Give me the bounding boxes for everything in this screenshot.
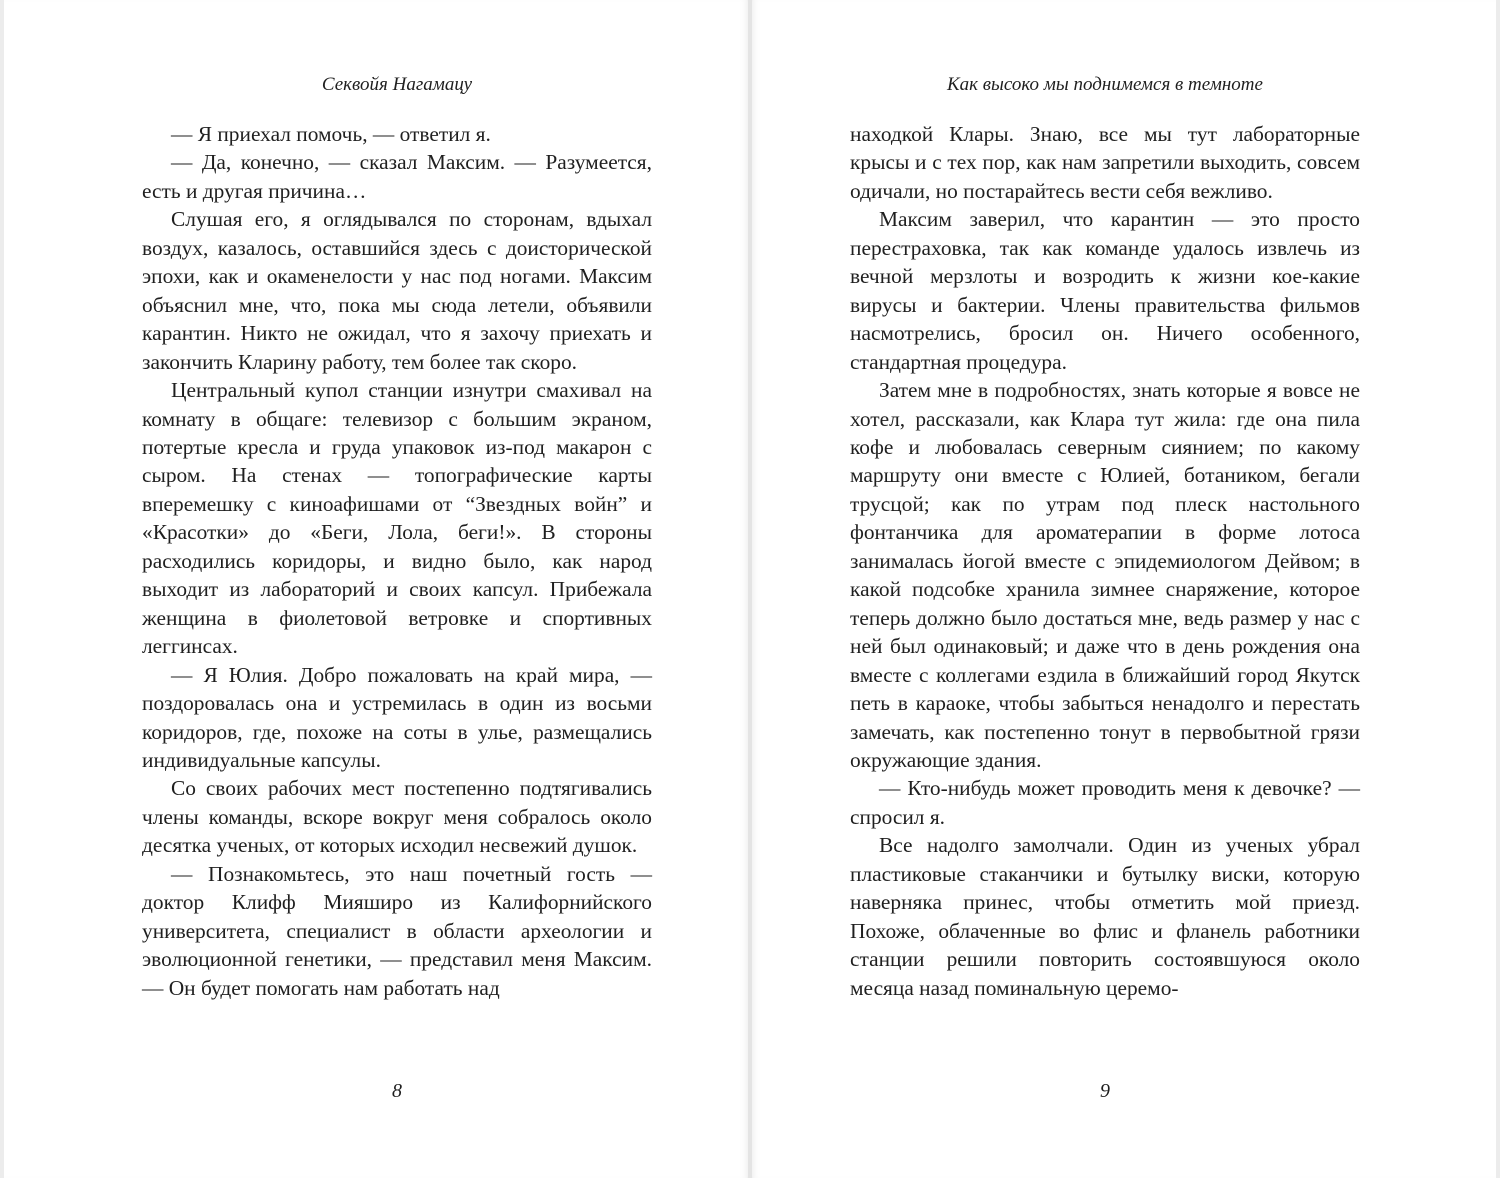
left-text-block <box>142 120 652 1002</box>
left-paragraph: — Я Юлия. Добро пожаловать на край мира, — поздоровалась она и устремилась в один из восьми коридоров, где, похоже на соты в улье, размещались индивидуальные капсулы. <box>142 662 652 772</box>
left-page <box>4 0 748 1178</box>
left-page-number: 8 <box>392 1080 402 1102</box>
right-running-head-title: Как высоко мы поднимемся в темноте <box>947 74 1263 95</box>
left-paragraph: — Я приехал помочь, — ответил я. <box>171 122 491 146</box>
left-paragraph: Центральный купол станции изнутри смахивал на комнату в общаге: телевизор с большим экраном, потертые кресла и груда упаковок из-под макарон с сыром. На стенах — топографические карты вперемешку с киноафишами от “Звездных войн” и «Красотки» до «Беги, Лола, беги!». В стороны расходились коридоры, и видно было, как народ выходит из лабораторий и своих капсул. Прибежала женщина в фиолетовой ветровке и спортивных леггинсах. <box>142 378 652 659</box>
right-page <box>752 0 1496 1178</box>
right-paragraph: Затем мне в подробностях, знать которые я вовсе не хотел, рассказали, как Клара тут жила: где она пила кофе и любовалась северным сиянием; по какому маршруту они вместе с Юлией, ботаником, бегали трусцой; как по утрам под плеск настольного фонтанчика для ароматерапии в форме лотоса занималась йогой вместе с эпидемиологом Дейвом; в какой подсобке хранила зимнее снаряжение, которое теперь должно было достаться мне, ведь размер у нас с ней был одинаковый; и даже что в день рождения она вместе с коллегами ездила в ближайший город Якутск петь в караоке, чтобы забыться ненадолго и перестать замечать, как постепенно тонут в первобытной грязи окружающие здания. <box>850 378 1360 772</box>
right-paragraph-continued: находкой Клары. Знаю, все мы тут лабораторные крысы и с тех пор, как нам запретили выходить, совсем одичали, но постарайтесь вести себя вежливо. <box>850 122 1360 203</box>
right-text-block <box>850 120 1360 1002</box>
left-paragraph: Слушая его, я оглядывался по сторонам, вдыхал воздух, казалось, оставшийся здесь с доисторической эпохи, как и окаменелости у нас под ногами. Максим объяснил мне, что, пока мы сюда летели, объявили карантин. Никто не ожидал, что я захочу приехать и закончить Кларину работу, тем более так скоро. <box>142 207 652 374</box>
left-running-head-author: Секвойя Нагамацу <box>321 74 473 95</box>
left-paragraph: — Познакомьтесь, это наш почетный гость — доктор Клифф Мияширо из Калифорнийского университета, специалист в области археологии и эволюционной генетики, — представил меня Максим. — Он будет помогать нам работать над <box>142 861 652 1000</box>
left-paragraph: Со своих рабочих мест постепенно подтягивались члены команды, вскоре вокруг меня собралось около десятка ученых, от которых исходил несвежий душок. <box>142 776 652 858</box>
right-paragraph: Максим заверил, что карантин — это просто перестраховка, так как команде удалось извлечь из вечной мерзлоты и возродить к жизни кое-какие вирусы и бактерии. Члены правительства фильмов насмотрелись, бросил он. Ничего особенного, стандартная процедура. <box>850 207 1360 374</box>
right-page-number: 9 <box>1100 1080 1110 1102</box>
left-paragraph: — Да, конечно, — сказал Максим. — Разумеется, есть и другая причина… <box>142 150 652 203</box>
right-paragraph: — Кто-нибудь может проводить меня к девочке? — спросил я. <box>850 776 1360 829</box>
right-paragraph: Все надолго замолчали. Один из ученых убрал пластиковые стаканчики и бутылку виски, которую наверняка принес, чтобы отметить мой приезд. Похоже, облаченные во флис и фланель работники станции решили повторить состоявшуюся около месяца назад поминальную церемо- <box>850 833 1360 1000</box>
